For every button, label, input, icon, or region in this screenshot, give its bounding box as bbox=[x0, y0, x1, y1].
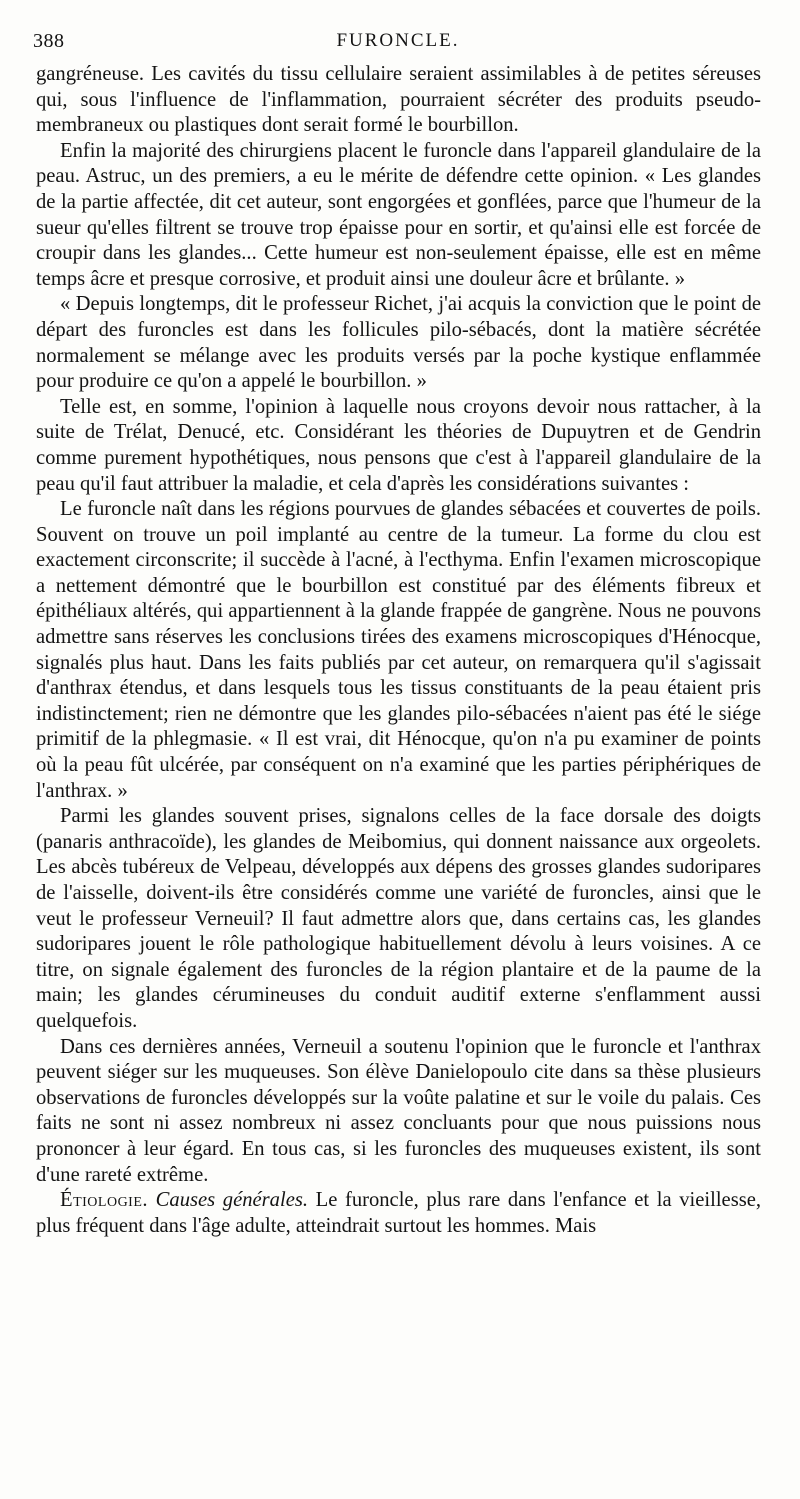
paragraph-2: Enfin la majorité des chirurgiens placent le furoncle dans l'appareil glandulaire de la peau. Astruc, un des premiers, a eu le mérite de défendre cette opinion. « Les glandes de la partie affectée, dit cet auteur, sont engorgées et gonflées, parce que l'humeur de la sueur qu'elles filtrent se trouve trop épaisse pour en sortir, et qu'ainsi elle est forcée de croupir dans les glandes... Cette humeur est non-seulement épaisse, elle est en même temps âcre et presque corrosive, et produit ainsi une douleur âcre et brûlante. » bbox=[36, 139, 761, 290]
paragraph-3: « Depuis longtemps, dit le professeur Richet, j'ai acquis la conviction que le point de départ des furoncles est dans les follicules pilo-sébacés, dont la matière sécrétée normalement se mélange avec les produits versés par la poche kystique enflammée pour produire ce qu'on a appelé le bourbillon. » bbox=[36, 293, 761, 393]
running-title: FURONCLE. bbox=[336, 30, 460, 51]
body-text bbox=[36, 62, 761, 1239]
paragraph-1: gangréneuse. Les cavités du tissu cellulaire seraient assimilables à de petites séreuses qui, sous l'influence de l'inflammation, pourraient sécréter des produits pseudo-membraneux ou plastiques dont serait formé le bourbillon. bbox=[36, 63, 761, 137]
paragraph-5: Le furoncle naît dans les régions pourvues de glandes sébacées et couvertes de poils. Souvent on trouve un poil implanté au centre de la tumeur. La forme du clou est exactement circonscrite; il succède à l'acné, à l'ecthyma. Enfin l'examen microscopique a nettement démontré que le bourbillon est constitué par des éléments fibreux et épithéliaux altérés, qui appartiennent à la glande frappée de gangrène. Nous ne pouvons admettre sans réserves les conclusions tirées des examens microscopiques d'Hénocque, signalés plus haut. Dans les faits publiés par cet auteur, on remarquera qu'il s'agissait d'anthrax étendus, et dans lesquels tous les tissus constituants de la peau étaient pris indistinctement; rien ne démontre que les glandes pilo-sébacées n'aient pas été le siége primitif de la phlegmasie. « Il est vrai, dit Hénocque, qu'on n'a pu examiner de points où la peau fût ulcérée, par conséquent on n'a examiné que les parties périphériques de l'anthrax. » bbox=[36, 498, 761, 802]
section-text: Le furoncle, plus rare dans l'enfance et la vieillesse, plus fréquent dans l'âge adulte, atteindrait surtout les hommes. Mais bbox=[36, 1189, 762, 1237]
section-subheading: Causes générales. bbox=[155, 1189, 308, 1212]
paragraph-6: Parmi les glandes souvent prises, signalons celles de la face dorsale des doigts (panaris anthracoïde), les glandes de Meibomius, qui donnent naissance aux orgeolets. Les abcès tubéreux de Velpeau, développés aux dépens des grosses glandes sudoripares de l'aisselle, doivent-ils être considérés comme une variété de furoncles, ainsi que le veut le professeur Verneuil? Il faut admettre alors que, dans certains cas, les glandes sudoripares jouent le rôle pathologique habituellement dévolu à leurs voisines. A ce titre, on signale également des furoncles de la région plantaire et de la paume de la main; les glandes cérumineuses du conduit auditif externe s'enflamment aussi quelquefois. bbox=[36, 805, 761, 1032]
paragraph-7: Dans ces dernières années, Verneuil a soutenu l'opinion que le furoncle et l'anthrax peuvent siéger sur les muqueuses. Son élève Danielopoulo cite dans sa thèse plusieurs observations de furoncles développés sur la voûte palatine et sur le voile du palais. Ces faits ne sont ni assez nombreux ni assez concluants pour que nous puissions nous prononcer à leur égard. En tous cas, si les furoncles des muqueuses existent, ils sont d'une rareté extrême. bbox=[36, 1035, 761, 1186]
paragraph-4: Telle est, en somme, l'opinion à laquelle nous croyons devoir nous rattacher, à la suite de Trélat, Denucé, etc. Considérant les théories de Dupuytren et de Gendrin comme purement hypothétiques, nous pensons que c'est à l'appareil glandulaire de la peau qu'il faut attribuer la maladie, et cela d'après les considérations suivantes : bbox=[36, 395, 761, 495]
paragraph-etiologie bbox=[36, 1188, 761, 1239]
page-header bbox=[33, 30, 763, 58]
section-heading: Étiologie. bbox=[60, 1189, 149, 1212]
page-number: 388 bbox=[33, 30, 65, 52]
